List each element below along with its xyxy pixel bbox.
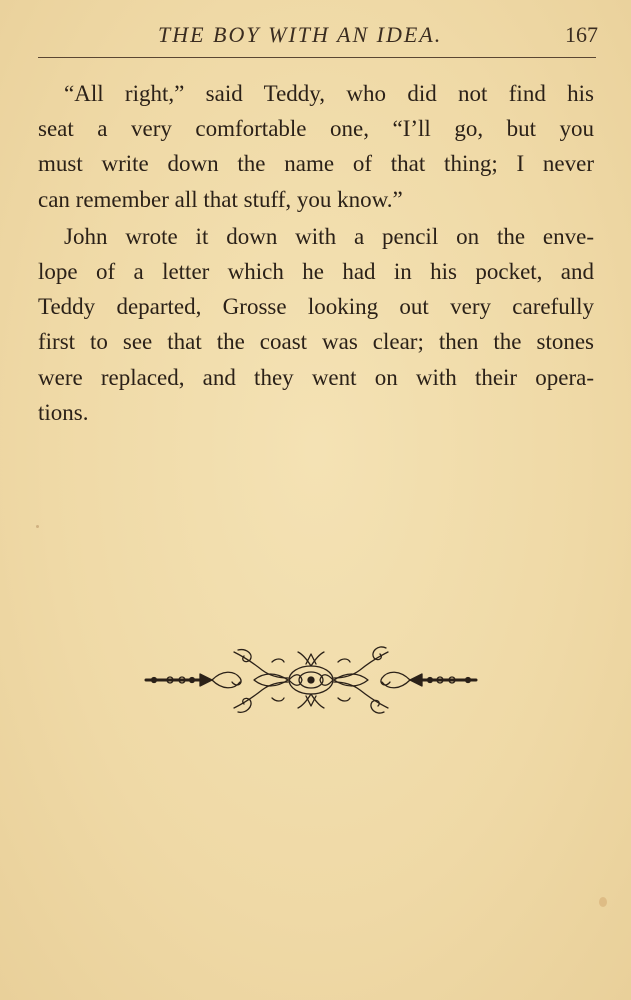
running-title: THE BOY WITH AN IDEA. <box>158 22 443 47</box>
text-line: first to see that the coast was clear; then the stones <box>38 329 594 355</box>
page-number: 167 <box>565 22 598 47</box>
paper-speck <box>36 525 39 528</box>
text-line: were replaced, and they went on with their opera- <box>38 364 594 390</box>
text-line: “All right,” said Teddy, who did not find his <box>64 81 594 106</box>
body-text <box>38 76 594 430</box>
text-line: tions. <box>38 399 89 425</box>
paper-stain <box>599 897 607 907</box>
tailpiece-ornament-icon <box>142 640 480 720</box>
text-line: lope of a letter which he had in his pocket, and <box>38 258 594 284</box>
text-line: can remember all that stuff, you know.” <box>38 186 403 212</box>
paragraph-1 <box>38 76 594 217</box>
paragraph-2 <box>38 219 594 430</box>
text-line: must write down the name of that thing; I never <box>38 151 594 177</box>
text-line: seat a very comfortable one, “I’ll go, but you <box>38 116 594 142</box>
running-head <box>38 22 598 52</box>
text-line: John wrote it down with a pencil on the enve- <box>64 223 594 249</box>
text-line: Teddy departed, Grosse looking out very carefully <box>38 294 594 320</box>
header-rule <box>38 57 596 58</box>
